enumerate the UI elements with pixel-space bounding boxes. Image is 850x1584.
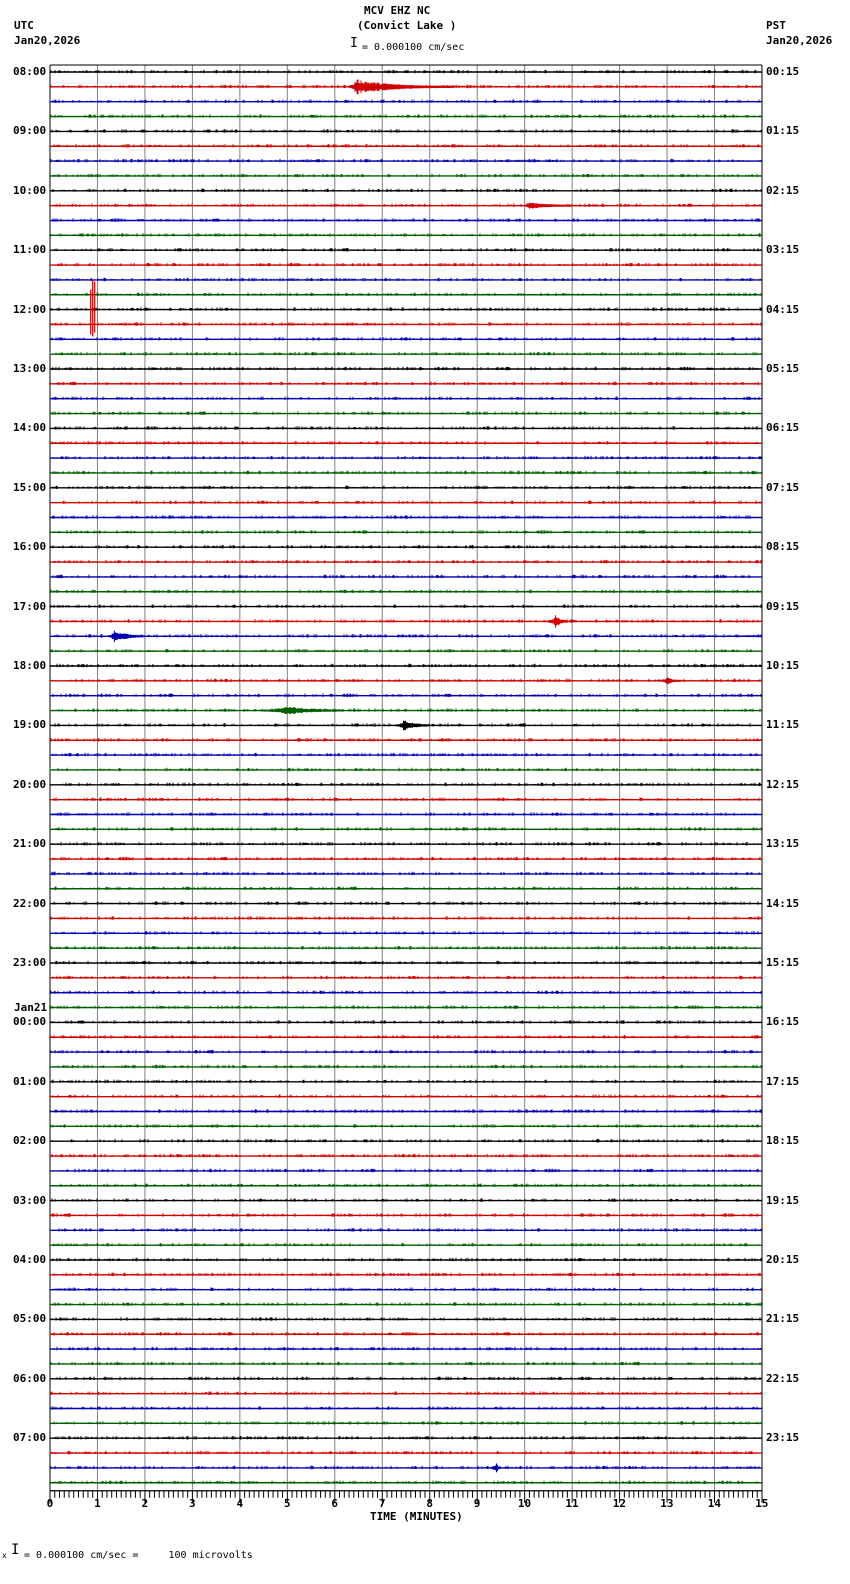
left-hour-label: 22:00	[13, 896, 47, 910]
left-hour-label: 04:00	[13, 1253, 47, 1266]
left-hour-label: 18:00	[13, 659, 47, 672]
left-date-change-label: Jan21	[14, 1001, 48, 1015]
x-tick-label: 8	[426, 1496, 433, 1510]
scale-bar-icon: I	[350, 36, 358, 51]
right-hour-label: 17:15	[766, 1074, 800, 1088]
x-tick-label: 12	[612, 1496, 627, 1510]
right-hour-label: 05:15	[766, 362, 800, 375]
right-hour-label: 02:15	[766, 183, 800, 197]
right-hour-label: 09:15	[766, 599, 800, 613]
x-tick-label: 2	[141, 1496, 149, 1510]
right-hour-label: 23:15	[766, 1431, 800, 1445]
x-tick-label: 9	[473, 1496, 481, 1510]
right-hour-label: 20:15	[766, 1253, 800, 1266]
left-hour-label: 20:00	[13, 777, 47, 791]
right-hour-label: 19:15	[766, 1193, 800, 1207]
left-hour-label: 13:00	[13, 362, 47, 375]
right-hour-label: 18:15	[766, 1134, 800, 1148]
left-hour-label: 07:00	[13, 1431, 47, 1445]
left-timezone: UTC	[14, 19, 34, 32]
left-hour-label: 15:00	[13, 480, 47, 494]
x-tick-label: 0	[46, 1496, 54, 1510]
right-hour-label: 10:15	[766, 659, 800, 672]
right-hour-label: 12:15	[766, 777, 800, 791]
left-hour-label: 12:00	[13, 302, 47, 316]
right-date: Jan20,2026	[766, 34, 833, 47]
footer-scale-label: = 0.000100 cm/sec = 100 microvolts	[24, 1550, 253, 1561]
x-tick-label: 10	[517, 1496, 532, 1510]
right-hour-label: 07:15	[766, 480, 800, 494]
station-title: MCV EHZ NC	[364, 4, 431, 17]
x-tick-label: 1	[94, 1496, 101, 1510]
left-hour-label: 00:00	[13, 1015, 47, 1029]
right-hour-label: 03:15	[766, 243, 800, 257]
right-hour-label: 22:15	[766, 1371, 800, 1385]
x-tick-label: 14	[707, 1496, 721, 1510]
x-tick-label: 7	[378, 1496, 386, 1510]
x-tick-label: 4	[236, 1496, 244, 1510]
right-hour-label: 00:15	[766, 65, 800, 78]
x-tick-label: 6	[331, 1496, 339, 1510]
right-hour-label: 16:15	[766, 1015, 800, 1029]
x-tick-label: 5	[283, 1496, 291, 1510]
right-hour-label: 01:15	[766, 124, 800, 138]
x-tick-label: 3	[189, 1496, 196, 1510]
right-hour-label: 14:15	[766, 896, 800, 910]
left-hour-label: 17:00	[13, 599, 47, 613]
right-timezone: PST	[766, 19, 786, 32]
right-hour-label: 13:15	[766, 837, 800, 851]
right-hour-label: 15:15	[766, 956, 800, 969]
footer-scale-prefix: x	[2, 1551, 7, 1560]
footer-scale-bar-icon: I	[11, 1542, 20, 1558]
left-hour-label: 03:00	[13, 1193, 47, 1207]
right-hour-label: 21:15	[766, 1312, 800, 1326]
left-hour-label: 10:00	[13, 183, 47, 197]
left-hour-label: 08:00	[13, 65, 47, 78]
left-hour-label: 14:00	[13, 421, 47, 435]
x-tick-label: 13	[660, 1496, 674, 1510]
scale-label: = 0.000100 cm/sec	[362, 42, 465, 53]
left-hour-label: 02:00	[13, 1134, 47, 1148]
right-hour-label: 04:15	[766, 302, 800, 316]
left-hour-label: 01:00	[13, 1074, 47, 1088]
right-hour-label: 11:15	[766, 718, 800, 732]
left-hour-label: 09:00	[13, 124, 47, 138]
left-date: Jan20,2026	[14, 34, 81, 47]
x-tick-label: 15	[755, 1496, 769, 1510]
left-hour-label: 05:00	[13, 1312, 47, 1326]
station-location: (Convict Lake )	[357, 19, 457, 32]
right-hour-label: 08:15	[766, 540, 800, 554]
left-hour-label: 19:00	[13, 718, 47, 732]
x-axis-title: TIME (MINUTES)	[370, 1510, 463, 1523]
left-hour-label: 21:00	[13, 837, 47, 851]
left-hour-label: 23:00	[13, 956, 47, 969]
x-tick-label: 11	[565, 1496, 579, 1510]
right-hour-label: 06:15	[766, 421, 800, 435]
left-hour-label: 06:00	[13, 1371, 47, 1385]
left-hour-label: 16:00	[13, 540, 47, 554]
left-hour-label: 11:00	[13, 243, 47, 257]
